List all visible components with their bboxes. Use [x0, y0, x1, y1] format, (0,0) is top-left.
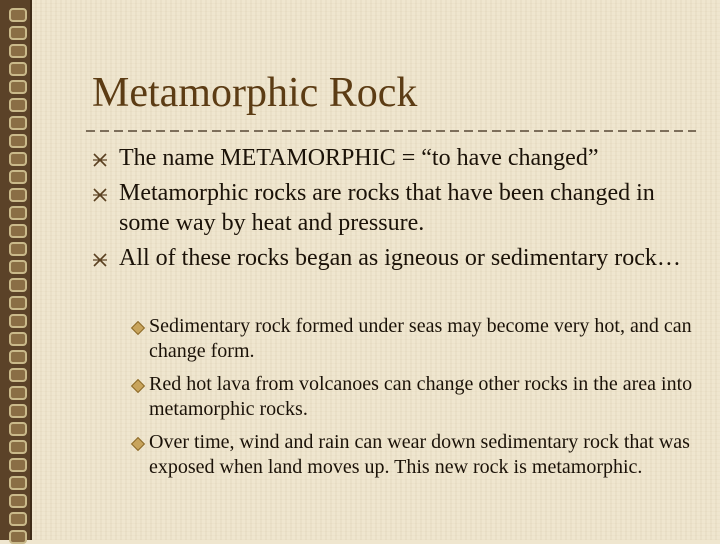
binding-ring	[9, 494, 27, 508]
notebook-binding	[0, 0, 32, 540]
binding-ring	[9, 386, 27, 400]
binding-ring	[9, 170, 27, 184]
diamond-icon	[131, 379, 145, 393]
cross-stitch-icon	[92, 187, 108, 203]
binding-ring	[9, 224, 27, 238]
binding-ring	[9, 404, 27, 418]
binding-ring	[9, 260, 27, 274]
bullet-item	[92, 178, 702, 238]
sub-bullet-list	[132, 314, 707, 488]
binding-ring	[9, 116, 27, 130]
binding-ring	[9, 62, 27, 76]
binding-ring	[9, 26, 27, 40]
binding-ring	[9, 134, 27, 148]
binding-ring	[9, 332, 27, 346]
binding-ring	[9, 512, 27, 526]
binding-ring	[9, 350, 27, 364]
bullet-item	[92, 243, 702, 273]
sub-bullet-item	[132, 430, 707, 480]
binding-ring	[9, 422, 27, 436]
bullet-item	[92, 143, 702, 173]
binding-ring	[9, 188, 27, 202]
binding-ring	[9, 530, 27, 544]
cross-stitch-icon	[92, 152, 108, 168]
sub-bullet-item	[132, 372, 707, 422]
binding-ring	[9, 44, 27, 58]
binding-ring	[9, 296, 27, 310]
bullet-text: All of these rocks began as igneous or sedimentary rock…	[119, 245, 681, 271]
binding-ring	[9, 98, 27, 112]
binding-ring	[9, 476, 27, 490]
sub-bullet-item	[132, 314, 707, 364]
sub-bullet-text: Over time, wind and rain can wear down sedimentary rock that was exposed when land moves up. This new rock is metamorphic.	[149, 431, 690, 478]
title-divider	[86, 124, 696, 138]
slide-title: Metamorphic Rock	[92, 70, 418, 116]
binding-ring	[9, 440, 27, 454]
binding-ring	[9, 278, 27, 292]
sub-bullet-text: Red hot lava from volcanoes can change other rocks in the area into metamorphic rocks.	[149, 373, 693, 420]
main-bullet-list	[92, 143, 702, 278]
binding-ring	[9, 80, 27, 94]
binding-ring	[9, 152, 27, 166]
binding-ring	[9, 8, 27, 22]
sub-bullet-text: Sedimentary rock formed under seas may become very hot, and can change form.	[149, 315, 692, 362]
binding-ring	[9, 368, 27, 382]
binding-ring	[9, 458, 27, 472]
diamond-icon	[131, 321, 145, 335]
cross-stitch-icon	[92, 252, 108, 268]
binding-ring	[9, 206, 27, 220]
bullet-text: Metamorphic rocks are rocks that have been changed in some way by heat and pressure.	[119, 180, 655, 236]
diamond-icon	[131, 437, 145, 451]
bullet-text: The name METAMORPHIC = “to have changed”	[119, 145, 599, 171]
binding-ring	[9, 314, 27, 328]
binding-ring	[9, 242, 27, 256]
